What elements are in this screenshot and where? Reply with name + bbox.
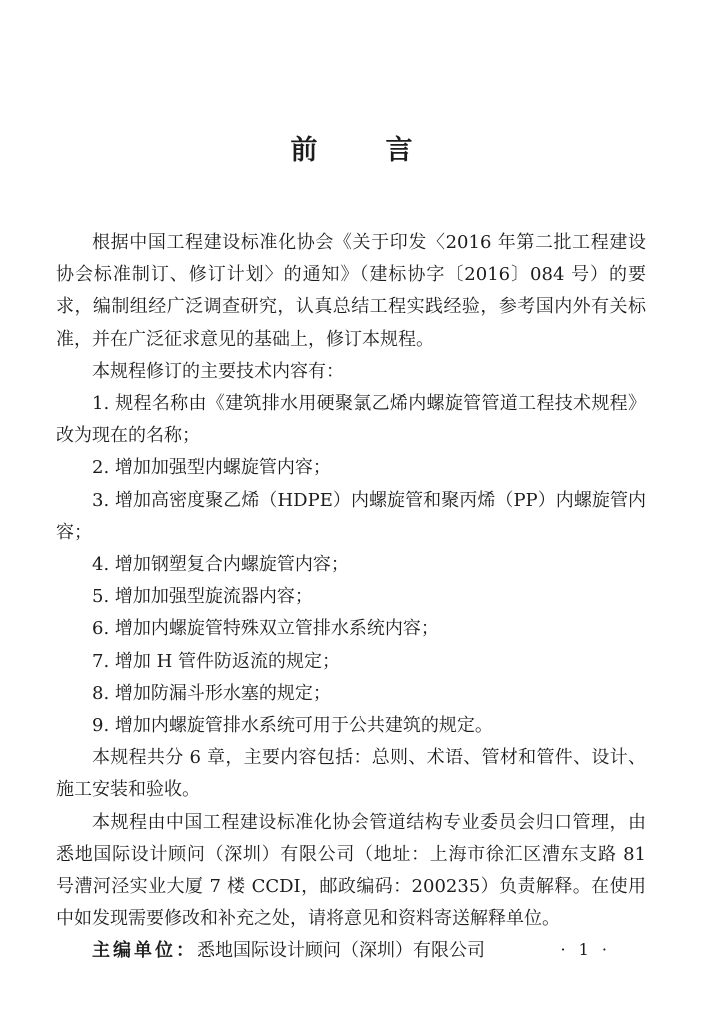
paragraph-revision-summary: 本规程修订的主要技术内容有： bbox=[92, 360, 344, 382]
paragraph-chapters: 本规程共分 6 章，主要内容包括：总则、术语、管材和管件、设计、施工安装和验收。 bbox=[56, 747, 646, 801]
body-text bbox=[56, 227, 646, 968]
paragraph-intro: 根据中国工程建设标准化协会《关于印发〈2016 年第二批工程建设协会标准制订、修订计划〉的通知》（建标协字〔2016〕084 号）的要求，编制组经广泛调查研究，认真总结工程实践经验，参考国内外有关标准，并在广泛征求意见的基础上，修订本规程。 bbox=[56, 232, 646, 350]
chief-editor-line bbox=[56, 935, 646, 967]
chief-editor-value: 悉地国际设计顾问（深圳）有限公司 bbox=[197, 940, 485, 962]
list-item-1: 1. 规程名称由《建筑排水用硬聚氯乙烯内螺旋管管道工程技术规程》改为现在的名称； bbox=[56, 393, 646, 447]
title-char-2: 言 bbox=[385, 135, 413, 166]
list-item-8: 8. 增加防漏斗形水塞的规定； bbox=[92, 682, 331, 704]
list-item-6: 6. 增加内螺旋管特殊双立管排水系统内容； bbox=[92, 618, 439, 640]
list-item-4: 4. 增加钢塑复合内螺旋管内容； bbox=[92, 554, 349, 576]
list-item-5: 5. 增加加强型旋流器内容； bbox=[92, 586, 313, 608]
chief-editor-label: 主编单位： bbox=[92, 940, 197, 962]
list-item-7: 7. 增加 H 管件防返流的规定； bbox=[92, 650, 341, 672]
page-title bbox=[0, 128, 703, 167]
page-number: · 1 · bbox=[560, 940, 611, 959]
list-item-9: 9. 增加内螺旋管排水系统可用于公共建筑的规定。 bbox=[92, 715, 493, 737]
list-item-2: 2. 增加加强型内螺旋管内容； bbox=[92, 457, 331, 479]
list-item-3: 3. 增加高密度聚乙烯（HDPE）内螺旋管和聚丙烯（PP）内螺旋管内容； bbox=[56, 489, 646, 543]
title-char-1: 前 bbox=[290, 135, 318, 166]
paragraph-management: 本规程由中国工程建设标准化协会管道结构专业委员会归口管理，由悉地国际设计顾问（深圳）有限公司（地址：上海市徐汇区漕东支路 81 号漕河泾实业大厦 7 楼 CCDI，邮政编码：200235）负责解释。在使用中如发现需要修改和补充之处，请将意见和资料寄送解释单位。 bbox=[56, 811, 646, 930]
